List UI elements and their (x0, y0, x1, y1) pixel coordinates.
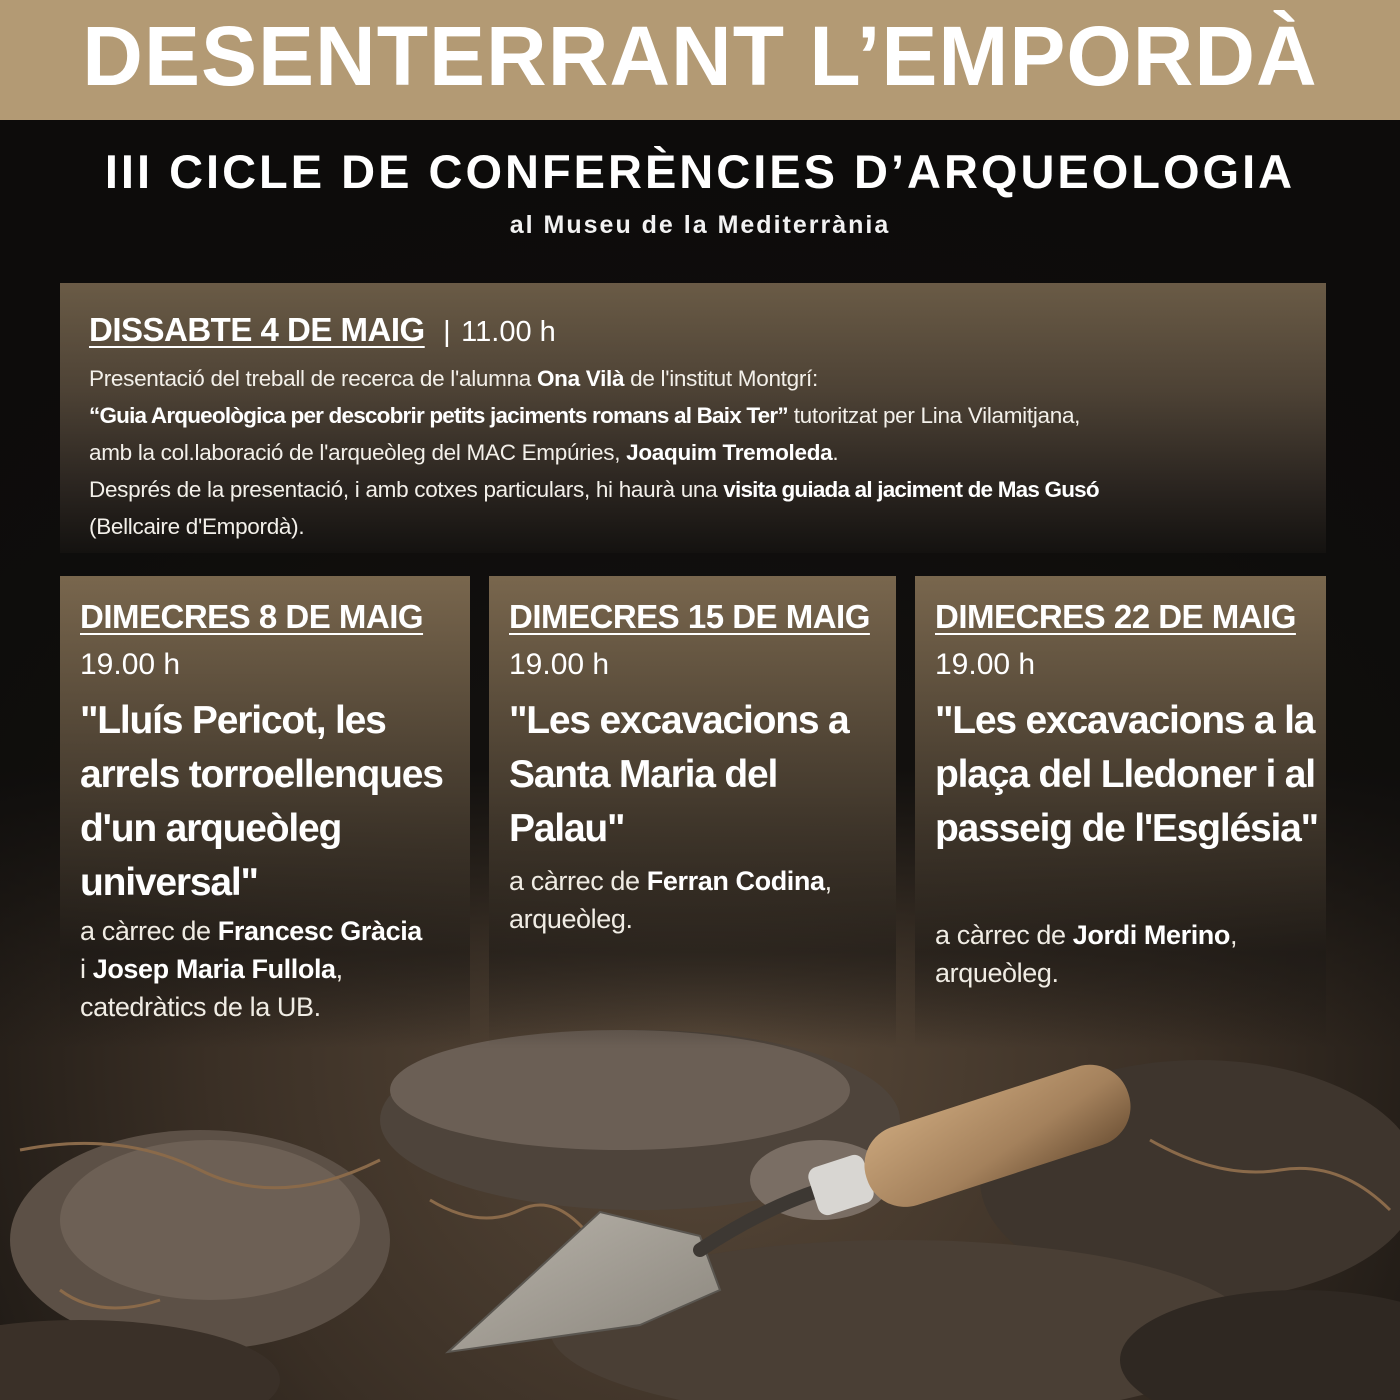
talk-title: "Les excavacions a Santa Maria del Palau" (509, 699, 849, 850)
description-line (89, 471, 1309, 508)
text: de l'institut Montgrí: (624, 366, 818, 391)
event-panel-1 (60, 576, 470, 1046)
speaker-name: Josep Maria Fullola (92, 954, 336, 984)
title-banner (0, 0, 1400, 120)
text: tutoritzat per Lina Vilamitjana, (787, 403, 1081, 428)
event-main-date: DISSABTE 4 DE MAIG (89, 311, 425, 348)
text: Després de la presentació, i amb cotxes particulars, hi haurà una (89, 477, 724, 502)
page-title: DESENTERRANT L’EMPORDÀ (82, 9, 1318, 103)
description-line: (Bellcaire d'Empordà). (89, 514, 305, 539)
event-main-time: 11.00 h (461, 316, 556, 348)
venue-text: al Museu de la Mediterrània (509, 211, 891, 239)
event-date: DIMECRES 22 DE MAIG (935, 598, 1296, 635)
work-title: “Guia Arqueològica per descobrir petits jaciments romans al Baix Ter” (89, 403, 788, 428)
series-subtitle: III CICLE DE CONFERÈNCIES D’ARQUEOLOGIA (104, 145, 1296, 198)
speaker-credit (509, 862, 894, 938)
speaker-name: Francesc Gràcia (217, 916, 422, 946)
student-name: Ona Vilà (536, 366, 625, 391)
guided-visit: visita guiada al jaciment de Mas Gusó (723, 477, 1099, 502)
speaker-name: Ferran Codina (646, 866, 825, 896)
event-main-description (89, 360, 1309, 545)
text: Presentació del treball de recerca de l'alumna (89, 366, 537, 391)
event-panel-2 (489, 576, 896, 1046)
talk-title: "Les excavacions a la plaça del Lledoner i al passeig de l'Església" (935, 699, 1318, 850)
description-line (89, 434, 1309, 471)
talk-title: "Lluís Pericot, les arrels torroellenques d'un arqueòleg universal" (80, 699, 443, 904)
date-separator: | (443, 316, 451, 348)
text: a càrrec de (80, 916, 218, 946)
text: , catedràtics de la UB. (80, 954, 343, 1022)
event-time: 19.00 h (935, 648, 1036, 681)
description-line (89, 360, 1309, 397)
event-date: DIMECRES 15 DE MAIG (509, 598, 870, 635)
event-time: 19.00 h (80, 648, 181, 681)
speaker-name: Jordi Merino (1072, 920, 1230, 950)
event-date: DIMECRES 8 DE MAIG (80, 598, 424, 635)
collaborator-name: Joaquim Tremoleda (626, 440, 833, 465)
text: i (80, 954, 93, 984)
event-panel-main (60, 283, 1326, 553)
description-line (89, 397, 1309, 434)
event-panel-3 (915, 576, 1326, 1046)
event-main-header (89, 310, 556, 357)
speaker-credit (80, 912, 465, 1026)
speaker-credit (935, 916, 1320, 992)
text: , arqueòleg. (509, 866, 832, 934)
text: a càrrec de (509, 866, 647, 896)
text: , arqueòleg. (935, 920, 1238, 988)
text: amb la col.laboració de l'arqueòleg del MAC Empúries, (89, 440, 627, 465)
text: a càrrec de (935, 920, 1073, 950)
text: . (832, 440, 839, 465)
event-time: 19.00 h (509, 648, 610, 681)
